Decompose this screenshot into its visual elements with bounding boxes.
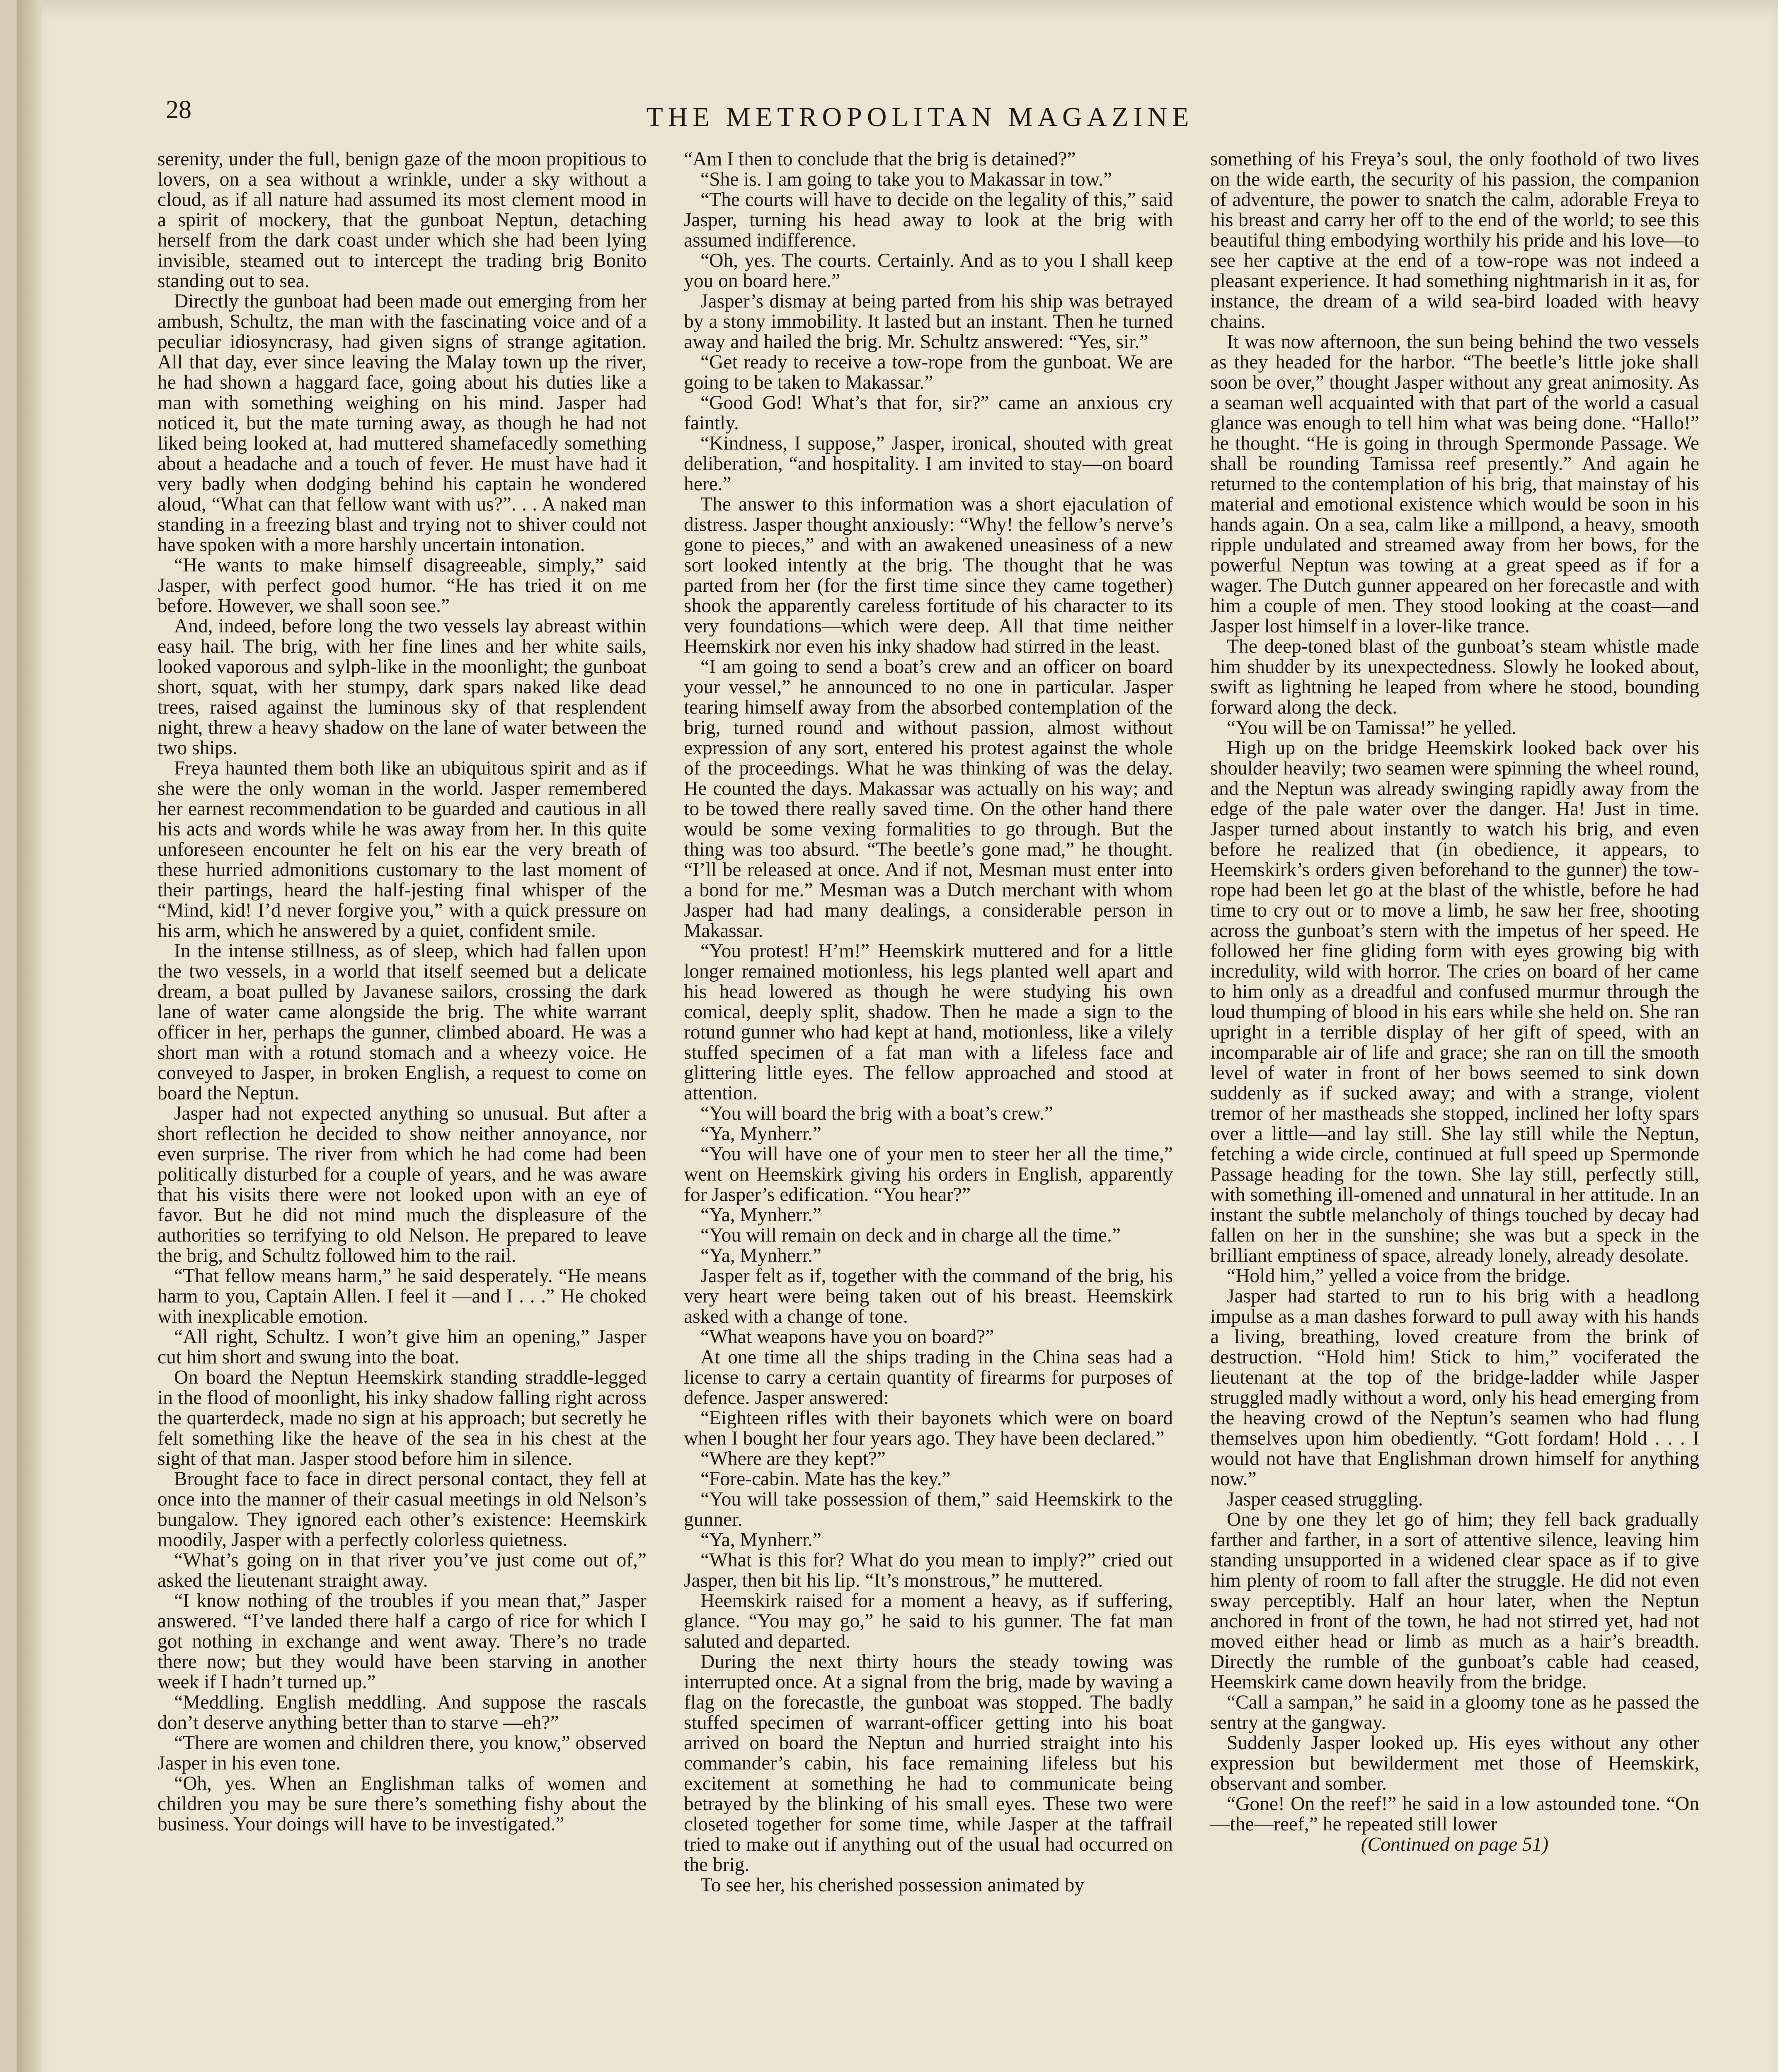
article-paragraph: “You will take possession of them,” said Heemskirk to the gunner. (684, 1489, 1173, 1530)
article-paragraph: Jasper ceased struggling. (1227, 1489, 1423, 1510)
magazine-title: THE METROPOLITAN MAGAZINE (646, 102, 1194, 132)
article-paragraph: “Where are they kept?” (700, 1448, 886, 1469)
column-3 (1210, 149, 1699, 2072)
article-paragraph: Suddenly Jasper looked up. His eyes without any other expression but bewilderment met those of Heemskirk, observant and somber. (1210, 1732, 1699, 1794)
article-paragraph: “Good God! What’s that for, sir?” came an anxious cry faintly. (684, 392, 1173, 434)
article-paragraph: “Am I then to conclude that the brig is detained?” (684, 149, 1076, 170)
article-paragraph: Brought face to face in direct personal contact, they fell at once into the manner of their casual meetings in old Nelson’s bungalow. They ignored each other’s existence: Heemskirk moodily, Jasper with a perfectly colorless quietness. (157, 1468, 647, 1551)
article-paragraph: The answer to this information was a short ejaculation of distress. Jasper thought anxiously: “Why! the fellow’s nerve’s gone to pieces,” and with an awakened uneasiness of a new sort looked intently at the brig. The thought that he was parted from her (for the first time since they came together) shook the apparently careless fortitude of his character to its very foundations—which were deep. All that time neither Heemskirk nor even his inky shadow had stirred in the least. (684, 494, 1173, 657)
article-paragraph: “Call a sampan,” he said in a gloomy tone as he passed the sentry at the gangway. (1210, 1692, 1699, 1733)
page-binding-edge (17, 0, 41, 2072)
article-paragraph: “He wants to make himself disagreeable, simply,” said Jasper, with perfect good humor. “He has tried it on me before. However, we shall soon see.” (157, 554, 647, 617)
article-paragraph: “Eighteen rifles with their bayonets which were on board when I bought her four years ago. They have been declared.” (684, 1407, 1173, 1449)
article-paragraph: In the intense stillness, as of sleep, which had fallen upon the two vessels, in a world that itself seemed but a delicate dream, a boat pulled by Javanese sailors, crossing the dark lane of water came alongside the brig. The white warrant officer in her, perhaps the gunner, climbed aboard. He was a short man with a rotund stomach and a wheezy voice. He conveyed to Jasper, in broken English, a request to come on board the Neptun. (157, 940, 647, 1104)
article-paragraph: “You will have one of your men to steer her all the time,” went on Heemskirk giving his orders in English, apparently for Jasper’s edification. “You hear?” (684, 1143, 1173, 1205)
article-paragraph: “Ya, Mynherr.” (700, 1529, 822, 1551)
article-paragraph: To see her, his cherished possession animated by (700, 1874, 1085, 1896)
article-paragraph: “Ya, Mynherr.” (700, 1123, 822, 1145)
page-number: 28 (166, 96, 191, 124)
article-paragraph: “What’s going on in that river you’ve just come out of,” asked the lieutenant straight away. (157, 1549, 647, 1591)
article-paragraph: During the next thirty hours the steady towing was interrupted once. At a signal from the brig, made by waving a flag on the forecastle, the gunboat was stopped. The badly stuffed specimen of warrant-officer getting into his boat arrived on board the Neptun and hurried straight into his commander’s cabin, his face remaining lifeless but his excitement at something he had to communicate being betrayed by the blinking of his small eyes. These two were closeted together for some time, while Jasper at the taffrail tried to make out if anything out of the usual had occurred on the brig. (684, 1651, 1173, 1876)
article-paragraph: The deep-toned blast of the gunboat’s steam whistle made him shudder by its unexpectedness. Slowly he looked about, swift as lightning he leaped from where he stood, bounding forward along the deck. (1210, 636, 1699, 718)
article-paragraph: “Kindness, I suppose,” Jasper, ironical, shouted with great deliberation, “and hospitality. I am invited to stay—on board here.” (684, 433, 1173, 495)
article-paragraph: “Hold him,” yelled a voice from the bridge. (1227, 1265, 1571, 1287)
article-paragraph: “You will be on Tamissa!” he yelled. (1227, 717, 1517, 738)
article-paragraph: Heemskirk raised for a moment a heavy, as if suffering, glance. “You may go,” he said to his gunner. The fat man saluted and departed. (684, 1590, 1173, 1652)
article-paragraph: something of his Freya’s soul, the only foothold of two lives on the wide earth, the security of his passion, the companion of adventure, the power to snatch the calm, adorable Freya to his breast and carry her off to the end of the world; to see this beautiful thing embodying worthily his pride and his love—to see her captive at the end of a tow-rope was not indeed a pleasant experience. It had something nightmarish in it as, for instance, the dream of a wild sea-bird loaded with heavy chains. (1210, 149, 1699, 332)
article-paragraph: “All right, Schultz. I won’t give him an opening,” Jasper cut him short and swung into the boat. (157, 1326, 647, 1368)
article-paragraph: “Ya, Mynherr.” (700, 1204, 822, 1226)
article-paragraph: On board the Neptun Heemskirk standing straddle-legged in the flood of moonlight, his inky shadow falling right across the quarterdeck, made no sign at his approach; but secretly he felt something like the heave of the sea in his chest at the sight of that man. Jasper stood before him in silence. (157, 1367, 647, 1469)
article-paragraph: “I am going to send a boat’s crew and an officer on board your vessel,” he announced to no one in particular. Jasper tearing himself away from the absorbed contemplation of the brig, turned round and without passion, almost without expression of any sort, entered his protest against the whole of the proceedings. What he was thinking of was the delay. He counted the days. Makassar was actually on his way; and to be towed there really saved time. On the other hand there would be some vexing formalities to go through. But the thing was too absurd. “The beetle’s gone mad,” he thought. “I’ll be released at once. And if not, Mesman must enter into a bond for me.” Mesman was a Dutch merchant with whom Jasper had had many dealings, a considerable person in Makassar. (684, 656, 1173, 942)
article-paragraph: “What is this for? What do you mean to imply?” cried out Jasper, then bit his lip. “It’s monstrous,” he muttered. (684, 1549, 1173, 1591)
article-paragraph: Jasper’s dismay at being parted from his ship was betrayed by a stony immobility. It lasted but an instant. Then he turned away and hailed the brig. Mr. Schultz answered: “Yes, sir.” (684, 290, 1173, 353)
article-paragraph: “That fellow means harm,” he said desperately. “He means harm to you, Captain Allen. I feel it —and I . . .” He choked with inexplicable emotion. (157, 1265, 647, 1327)
article-paragraph: “She is. I am going to take you to Makassar in tow.” (700, 169, 1112, 190)
article-paragraph: “You will remain on deck and in charge all the time.” (700, 1225, 1121, 1246)
column-1 (157, 149, 647, 2072)
page-header (149, 91, 1691, 137)
article-paragraph: “What weapons have you on board?” (700, 1326, 994, 1348)
article-paragraph: serenity, under the full, benign gaze of the moon propitious to lovers, on a sea without a wrinkle, under a sky without a cloud, as if all nature had assumed its most clement mood in a spirit of mockery, that the gunboat Neptun, detaching herself from the dark coast under which she had been lying invisible, steamed out to intercept the trading brig Bonito standing out to sea. (157, 149, 647, 292)
column-2 (684, 149, 1173, 2072)
article-paragraph: “Get ready to receive a tow-rope from the gunboat. We are going to be taken to Makassar.” (684, 351, 1173, 393)
article-paragraph: Directly the gunboat had been made out emerging from her ambush, Schultz, the man with the fascinating voice and of a peculiar idiosyncrasy, had given signs of strange agitation. All that day, ever since leaving the Malay town up the river, he had shown a haggard face, going about his duties like a man with something weighing on his mind. Jasper had noticed it, but the mate turning away, as though he had not liked being looked at, had muttered shamefacedly something about a headache and a touch of fever. He must have had it very badly when dodging behind his captain he wondered aloud, “What can that fellow want with us?”. . . A naked man standing in a freezing blast and trying not to shiver could not have spoken with a more harshly uncertain intonation. (157, 290, 647, 556)
article-paragraph: Jasper had not expected anything so unusual. But after a short reflection he decided to show neither annoyance, nor even surprise. The river from which he had come had been politically disturbed for a couple of years, and he was aware that his visits there were not looked upon with an eye of favor. But he did not mind much the displeasure of the authorities so terrifying to old Nelson. He prepared to leave the brig, and Schultz followed him to the rail. (157, 1103, 647, 1266)
article-paragraph: It was now afternoon, the sun being behind the two vessels as they headed for the harbor. “The beetle’s little joke shall soon be over,” thought Jasper without any great animosity. As a seaman well acquainted with that part of the world a casual glance was enough to tell him what was being done. “Hallo!” he thought. “He is going in through Spermonde Passage. We shall be rounding Tamissa reef presently.” And again he returned to the contemplation of his brig, that mainstay of his material and emotional existence which would be soon in his hands again. On a sea, calm like a millpond, a heavy, smooth ripple undulated and streamed away from her bows, for the powerful Neptun was towing at a great speed as if for a wager. The Dutch gunner appeared on her forecastle and with him a couple of men. They stood looking at the coast—and Jasper lost himself in a lover-like trance. (1210, 331, 1699, 637)
article-paragraph: “Oh, yes. The courts. Certainly. And as to you I shall keep you on board here.” (684, 250, 1173, 292)
article-columns (157, 149, 1699, 2072)
article-paragraph: And, indeed, before long the two vessels lay abreast within easy hail. The brig, with her fine lines and her white sails, looked vaporous and sylph-like in the moonlight; the gunboat short, squat, with her stumpy, dark spars naked like dead trees, raised against the luminous sky of that resplendent night, threw a heavy shadow on the lane of water between the two ships. (157, 615, 647, 759)
article-paragraph: Jasper felt as if, together with the command of the brig, his very heart were being taken out of his breast. Heemskirk asked with a change of tone. (684, 1265, 1173, 1327)
article-paragraph: “Ya, Mynherr.” (700, 1245, 822, 1266)
article-paragraph: “I know nothing of the troubles if you mean that,” Jasper answered. “I’ve landed there half a cargo of rice for which I got nothing in exchange and went away. There’s no trade there now; but they would have been starving in another week if I hadn’t turned up.” (157, 1590, 647, 1693)
article-paragraph: “There are women and children there, you know,” observed Jasper in his even tone. (157, 1732, 647, 1774)
article-paragraph: One by one they let go of him; they fell back gradually farther and farther, in a sort of attentive silence, leaving him standing unsupported in a widened clear space as if to give him plenty of room to fall after the struggle. He did not even sway perceptibly. Half an hour later, when the Neptun anchored in front of the town, he had not stirred yet, had not moved either head or limb as much as a hair’s breadth. Directly the rumble of the gunboat’s cable had ceased, Heemskirk came down heavily from the bridge. (1210, 1509, 1699, 1693)
magazine-page (17, 0, 1778, 2072)
article-paragraph: “Meddling. English meddling. And suppose the rascals don’t deserve anything better than to starve —eh?” (157, 1692, 647, 1733)
article-paragraph: At one time all the ships trading in the China seas had a license to carry a certain quantity of firearms for purposes of defence. Jasper answered: (684, 1346, 1173, 1409)
article-paragraph: Freya haunted them both like an ubiquitous spirit and as if she were the only woman in the world. Jasper remembered her earnest recommendation to be guarded and cautious in all his acts and words while he was away from her. In this quite unforeseen encounter he felt on his ear the very breath of these hurried admonitions customary to the last moment of their partings, heard the half-jesting final whisper of the “Mind, kid! I’d never forgive you,” with a quick pressure on his arm, which he answered by a quiet, confident smile. (157, 758, 647, 942)
article-paragraph: High up on the bridge Heemskirk looked back over his shoulder heavily; two seamen were spinning the wheel round, and the Neptun was already swinging rapidly away from the edge of the pale water over the danger. Ha! Just in time. Jasper turned about instantly to watch his brig, and even before he realized that (in obedience, it appears, to Heemskirk’s orders given beforehand to the gunner) the tow-rope had been let go at the blast of the whistle, before he had time to cry out or to move a limb, he saw her free, shooting across the gunboat’s stern with the impetus of her speed. He followed her fine gliding form with eyes growing big with incredulity, wild with horror. The cries on board of her came to him only as a dreadful and confused murmur through the loud thumping of blood in his ears while she held on. She ran upright in a terrible display of her gift of speed, with an incomparable air of life and grace; she ran on till the smooth level of water in front of her bows seemed to sink down suddenly as if sucked away; and with a strange, violent tremor of her mastheads she stopped, inclined her lofty spars over a little—and lay still. She lay still while the Neptun, fetching a wide circle, continued at full speed up Spermonde Passage heading for the town. She lay still, perfectly still, with something ill-omened and unnatural in her attitude. In an instant the subtle melancholy of things touched by decay had fallen on her in the sunshine; she was but a speck in the brilliant emptiness of space, already lonely, already desolate. (1210, 737, 1699, 1266)
article-paragraph: “The courts will have to decide on the legality of this,” said Jasper, turning his head away to look at the brig with assumed indifference. (684, 189, 1173, 251)
article-paragraph: “You protest! H’m!” Heemskirk muttered and for a little longer remained motionless, his legs planted well apart and his head lowered as though he were studying his own comical, deeply split, shadow. Then he made a sign to the rotund gunner who had kept at hand, motionless, like a vilely stuffed specimen of a fat man with a lifeless face and glittering little eyes. The fellow approached and stood at attention. (684, 940, 1173, 1104)
article-paragraph: “Gone! On the reef!” he said in a low astounded tone. “On—the—reef,” he repeated still lower (1210, 1793, 1699, 1835)
article-paragraph: “You will board the brig with a boat’s crew.” (700, 1103, 1053, 1124)
article-paragraph: Jasper had started to run to his brig with a headlong impulse as a man dashes forward to pull away with his hands a living, breathing, loved creature from the brink of destruction. “Hold him! Stick to him,” vociferated the lieutenant at the top of the bridge-ladder while Jasper struggled madly without a word, only his head emerging from the heaving crowd of the Neptun’s seamen who had flung themselves upon him obediently. “Gott fordam! Hold . . . I would not have that Englishman drown himself for anything now.” (1210, 1285, 1699, 1490)
continuation-note: (Continued on page 51) (1361, 1834, 1549, 1855)
article-paragraph: “Fore-cabin. Mate has the key.” (700, 1468, 951, 1490)
article-paragraph: “Oh, yes. When an Englishman talks of women and children you may be sure there’s something fishy about the business. Your doings will have to be investigated.” (157, 1773, 647, 1835)
